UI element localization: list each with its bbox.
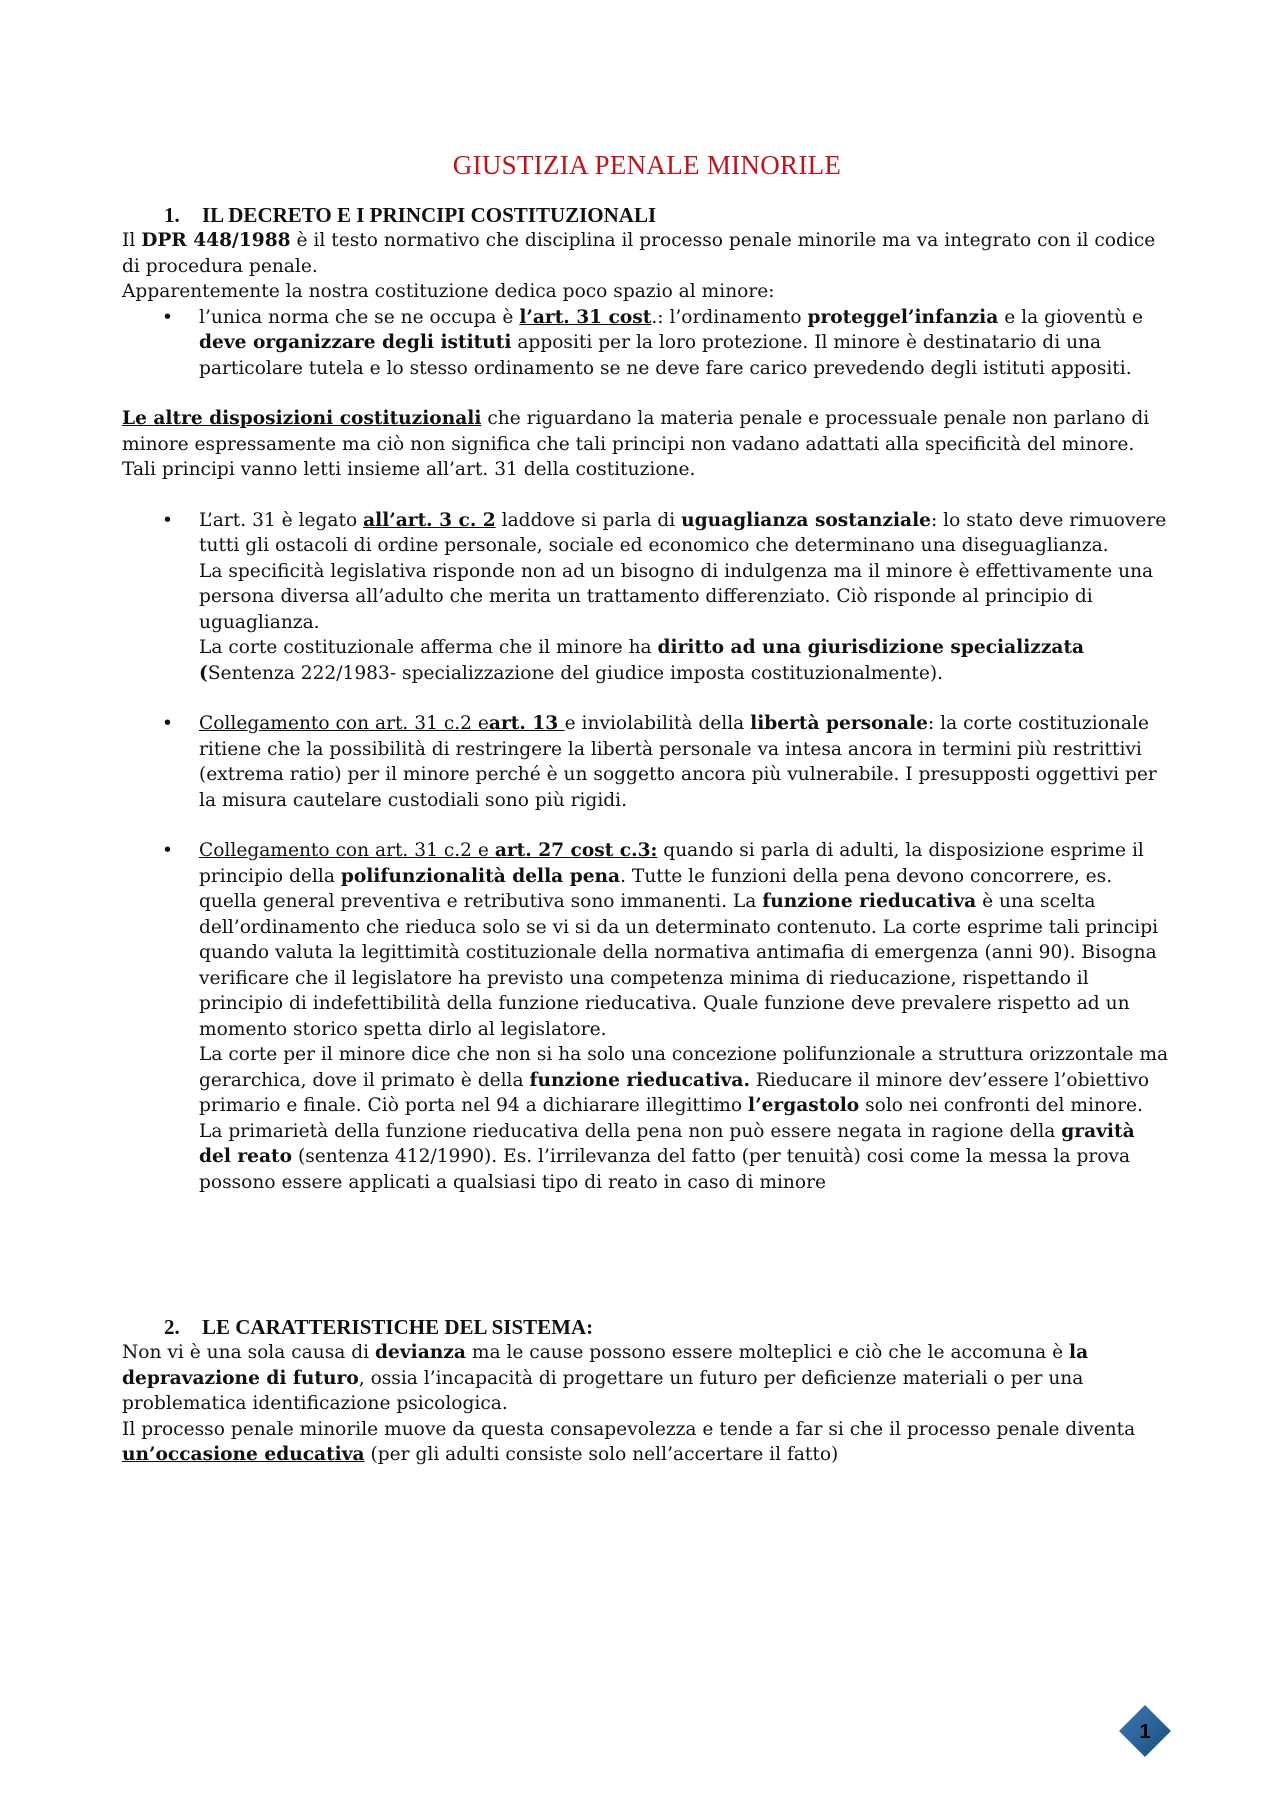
bold-text: devianza [375, 1342, 466, 1363]
bold-text: funzione rieducativa. [529, 1069, 750, 1091]
document-page [122, 150, 1172, 1468]
bullet-item [122, 508, 1172, 687]
paragraph [122, 1417, 1172, 1468]
section-1-heading [122, 203, 1172, 228]
bullet-item [122, 838, 1172, 1195]
section-title: LE CARATTERISTICHE DEL SISTEMA: [202, 1315, 594, 1339]
bold-text: gravità del reato [199, 1120, 1135, 1167]
bullet-item [122, 711, 1172, 813]
bullet-glyph: • [162, 306, 173, 328]
text: quando si parla di adulti, la disposizione esprime il principio della [199, 840, 1144, 887]
text: L’art. 31 è legato [199, 509, 364, 531]
bold-text: funzione rieducativa [762, 891, 977, 912]
text: . Tutte le funzioni della pena devono concorrere, es. quella general preventiva e retributiva sono immanenti. La [199, 865, 1113, 912]
bold-text: polifunzionalità della pena [340, 865, 621, 887]
text: l’unica norma che se ne occupa è [199, 306, 520, 328]
text: Il [122, 230, 142, 251]
bold-underlined-text: all’art. 3 c. 2 [363, 509, 496, 531]
text: Il processo penale minorile muove da questa consapevolezza e tende a far si che il processo penale diventa [122, 1418, 1136, 1440]
section-title: IL DECRETO E I PRINCIPI COSTITUZIONALI [202, 203, 657, 227]
bullet-glyph: • [162, 509, 173, 531]
bold-underlined-text: art. 13 [488, 713, 565, 734]
bold-underlined-text: un’occasione educativa [122, 1444, 365, 1465]
text: La corte costituzionale afferma che il minore ha [199, 637, 658, 658]
bold-text: uguaglianza sostanziale [681, 509, 931, 531]
bold-text: libertà personale [750, 713, 928, 734]
bold-text: proteggel’infanzia [807, 306, 999, 328]
bullet-glyph: • [162, 713, 173, 734]
paragraph: Apparentemente la nostra costituzione dedica poco spazio al minore: [122, 281, 775, 302]
text: è una scelta dell’ordinamento che rieduca solo se vi si da un determinato contenuto. La corte esprime tali principi quando valuta la legittimità costituzionale della normativa antimafia di emergenza (anni 90). Bisogna verificare che il legislatore ha previsto una competenza minima di rieducazione, rispettando il principio di indefettibilità della funzione rieducativa. Quale funzione deve prevalere rispetto ad un momento storico spetta dirlo al legislatore. [199, 891, 1159, 1040]
page-number: 1 [1139, 1721, 1151, 1743]
text: (per gli adulti consiste solo nell’accertare il fatto) [364, 1444, 839, 1465]
text: (sentenza 412/1990). Es. l’irrilevanza del fatto (per tenuità) cosi come la messa la prova possono essere applicati a qualsiasi tipo di reato in caso di minore [199, 1146, 1131, 1193]
bold-text: l’ergastolo [748, 1095, 860, 1116]
text: e inviolabilità della [564, 713, 751, 734]
text: ma le cause possono essere molteplici e ciò che le accomuna è [465, 1342, 1070, 1363]
section-number: 2. [164, 1315, 180, 1339]
text: solo nei confronti del minore. [859, 1095, 1143, 1116]
section-number: 1. [164, 203, 180, 227]
bold-underlined-text: art. 27 cost c.3: [494, 840, 658, 861]
paragraph [122, 406, 1172, 483]
text: .: l’ordinamento [651, 306, 808, 328]
underlined-text: Collegamento con art. 31 c.2 e [199, 840, 495, 861]
bold-text: diritto ad una giurisdizione specializzata ( [199, 637, 1085, 684]
text: Sentenza 222/1983- specializzazione del giudice imposta costituzionalmente). [207, 662, 943, 684]
text: è il testo normativo che disciplina il processo penale minorile ma va integrato con il codice di procedura penale. [122, 230, 1156, 277]
bullet-glyph: • [162, 840, 173, 861]
text: , ossia l’incapacità di progettare un futuro per deficienze materiali o per una problematica identificazione psicologica. [122, 1367, 1084, 1414]
text: La corte per il minore dice che non si ha solo una concezione polifunzionale a struttura orizzontale ma gerarchica, dove il primato è della [199, 1044, 1169, 1091]
bold-text: deve organizzare degli istituti [199, 332, 512, 353]
bold-text: la depravazione di futuro [122, 1342, 1089, 1389]
section-2-heading [122, 1315, 1172, 1340]
text: appositi per la loro protezione. Il minore è destinatario di una particolare tutela e lo stesso ordinamento se ne deve fare carico prevedendo degli istituti appositi. [199, 332, 1132, 379]
text: Rieducare il minore dev’essere l’obiettivo primario e finale. Ciò porta nel 94 a dichiarare illegittimo [199, 1069, 1150, 1116]
bold-underlined-text: Le altre disposizioni costituzionali [122, 408, 482, 429]
bold-text: DPR 448/1988 [141, 230, 291, 251]
bullet-item [122, 305, 1172, 382]
bold-underlined-text: l’art. 31 cost [519, 306, 652, 328]
text: laddove si parla di [495, 509, 682, 531]
text: La primarietà della funzione rieducativa della pena non può essere negata in ragione della [199, 1120, 1062, 1142]
page-number-badge [1117, 1703, 1173, 1759]
paragraph [122, 228, 1172, 279]
text: : lo stato deve rimuovere tutti gli ostacoli di ordine personale, sociale ed economico che determinano una diseguaglianza. [199, 509, 1167, 556]
text: La specificità legislativa risponde non ad un bisogno di indulgenza ma il minore è effettivamente una persona diversa all’adulto che merita un trattamento differenziato. Ciò risponde al principio di uguaglianza. [199, 560, 1154, 633]
text: e la gioventù e [998, 306, 1143, 328]
text: : la corte costituzionale ritiene che la possibilità di restringere la libertà personale va intesa ancora in termini più restrittivi (extrema ratio) per il minore perché è un soggetto ancora più vulnerabile. I presupposti oggettivi per la misura cautelare custodiali sono più rigidi. [199, 713, 1157, 811]
document-title: GIUSTIZIA PENALE MINORILE [452, 150, 842, 180]
text: che riguardano la materia penale e processuale penale non parlano di minore espressamente ma ciò non significa che tali principi non vadano adattati alla specificità del minore. Tali principi vanno letti insieme all’art. 31 della costituzione. [122, 408, 1150, 480]
text: Non vi è una sola causa di [122, 1342, 376, 1363]
underlined-text: Collegamento con art. 31 c.2 e [199, 713, 489, 734]
paragraph [122, 1340, 1172, 1417]
